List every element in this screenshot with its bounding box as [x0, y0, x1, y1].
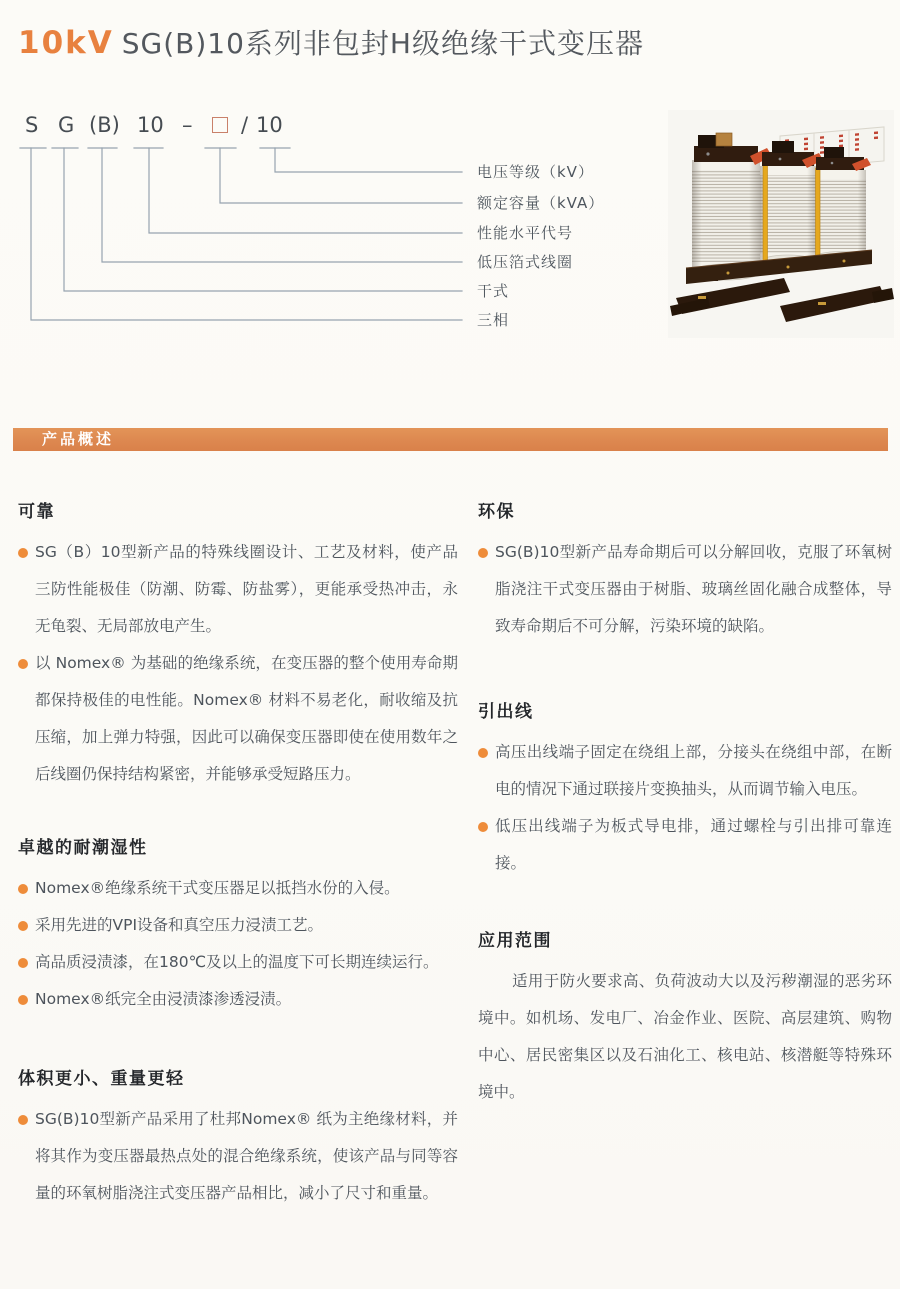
model-segment-phase: S	[25, 113, 39, 137]
bullet-icon	[18, 995, 28, 1005]
bullet-text: SG（B）10型新产品的特殊线圈设计、工艺及材料，使产品三防性能极佳（防潮、防霉、防盐雾），更能承受热冲击，永无龟裂、无局部放电产生。	[35, 543, 458, 635]
transformer-photo	[668, 110, 894, 338]
bullet-item	[478, 808, 892, 882]
bullet-item	[18, 1101, 458, 1212]
model-segment-voltage: 10	[256, 113, 283, 137]
heading-applications: 应用范围	[478, 931, 552, 951]
bullet-icon	[478, 748, 488, 758]
bullet-item	[478, 534, 892, 645]
bullet-text: 采用先进的VPI设备和真空压力浸渍工艺。	[35, 916, 324, 934]
applications-paragraph: 适用于防火要求高、负荷波动大以及污秽潮湿的恶劣环境中。如机场、发电厂、冶金作业、医院、高层建筑、购物中心、居民密集区以及石油化工、核电站、核潜艇等特殊环境中。	[478, 972, 892, 1101]
diagram-label-capacity: 额定容量（kVA）	[477, 194, 605, 212]
bullet-item	[478, 734, 892, 808]
model-segment-level: 10	[137, 113, 164, 137]
model-segment-dry: G	[58, 113, 75, 137]
section-banner-overview: 产品概述	[13, 428, 888, 451]
bullet-item	[18, 534, 458, 645]
bullet-text: Nomex®绝缘系统干式变压器足以抵挡水份的入侵。	[35, 879, 400, 897]
heading-reliable: 可靠	[18, 502, 55, 522]
bullet-text: SG(B)10型新产品寿命期后可以分解回收，克服了环氧树脂浇注干式变压器由于树脂、玻璃丝固化融合成整体，导致寿命期后不可分解，污染环境的缺陷。	[495, 543, 892, 635]
diagram-label-voltage: 电压等级（kV）	[477, 163, 594, 181]
left-column	[18, 497, 458, 1212]
bullet-item	[18, 870, 458, 907]
bullet-text: 低压出线端子为板式导电排，通过螺栓与引出排可靠连接。	[495, 817, 892, 872]
bullet-item	[18, 907, 458, 944]
bullet-icon	[18, 884, 28, 894]
heading-environmental: 环保	[478, 502, 515, 522]
model-segment-dash: –	[182, 113, 193, 137]
heading-smaller-lighter: 体积更小、重量更轻	[18, 1069, 185, 1089]
bullet-icon	[18, 958, 28, 968]
model-segment-foil: (B)	[89, 113, 120, 137]
model-diagram-lines	[0, 105, 470, 335]
bullet-icon	[478, 548, 488, 558]
bullet-icon	[18, 659, 28, 669]
bullet-icon	[18, 1115, 28, 1125]
bullet-item	[18, 981, 458, 1018]
model-segment-slash: /	[241, 113, 249, 137]
page-title	[18, 22, 644, 62]
bullet-text: SG(B)10型新产品采用了杜邦Nomex® 纸为主绝缘材料，并将其作为变压器最热点处的混合绝缘系统，使该产品与同等容量的环氧树脂浇注式变压器产品相比，减小了尺寸和重量。	[35, 1110, 458, 1202]
bullet-item	[18, 645, 458, 793]
diagram-label-dry-type: 干式	[477, 282, 510, 300]
title-voltage-accent: 10kV	[18, 25, 114, 61]
heading-moisture: 卓越的耐潮湿性	[18, 838, 148, 858]
heading-lead-wires: 引出线	[478, 702, 534, 722]
diagram-label-level: 性能水平代号	[477, 224, 574, 242]
diagram-label-foil-coil: 低压箔式线圈	[477, 253, 574, 271]
bullet-text: Nomex®纸完全由浸渍漆渗透浸渍。	[35, 990, 292, 1008]
bullet-text: 高品质浸渍漆，在180℃及以上的温度下可长期连续运行。	[35, 953, 439, 971]
bullet-text: 以 Nomex® 为基础的绝缘系统，在变压器的整个使用寿命期都保持极佳的电性能。Nomex® 材料不易老化，耐收缩及抗压缩，加上弹力特强，因此可以确保变压器即使在使用数年之后线圈仍保持结构紧密，并能够承受短路压力。	[35, 654, 458, 783]
bullet-icon	[478, 822, 488, 832]
bullet-icon	[18, 921, 28, 931]
bullet-icon	[18, 548, 28, 558]
bullet-text: 高压出线端子固定在绕组上部，分接头在绕组中部，在断电的情况下通过联接片变换抽头，从而调节输入电压。	[495, 743, 892, 798]
title-main: SG(B)10系列非包封H级绝缘干式变压器	[121, 27, 644, 60]
capacity-placeholder-box-icon	[212, 117, 228, 133]
right-column	[478, 497, 892, 1111]
bullet-item	[18, 944, 458, 981]
diagram-label-three-phase: 三相	[477, 311, 510, 329]
